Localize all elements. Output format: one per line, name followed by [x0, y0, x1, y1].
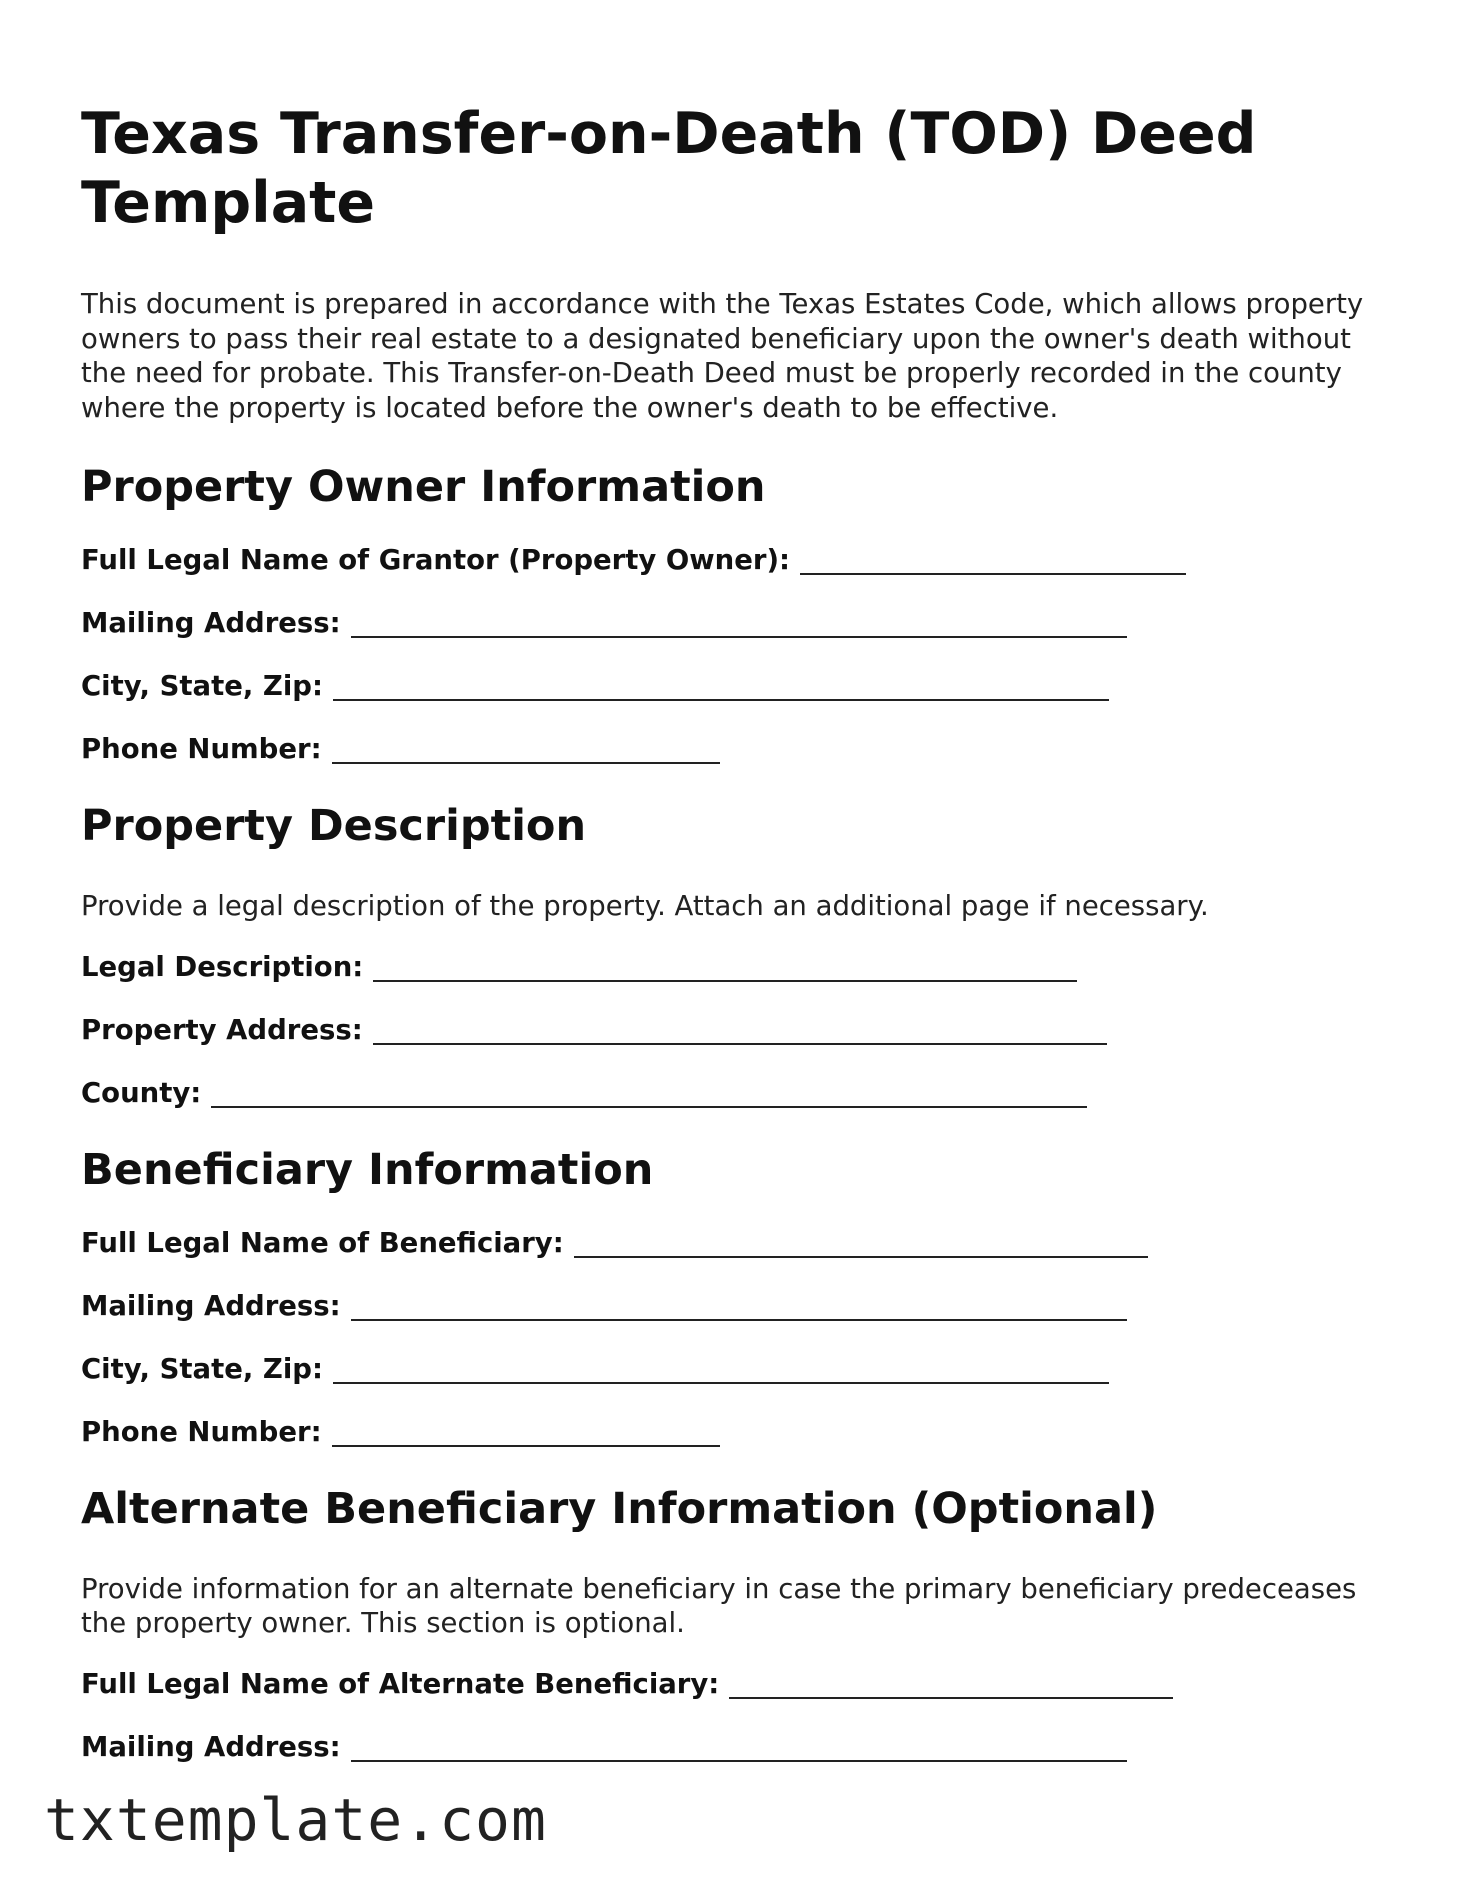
owner-phone-label: Phone Number: — [81, 733, 322, 765]
beneficiary-name-field — [81, 1226, 1381, 1260]
property-section — [81, 800, 1381, 1110]
beneficiary-phone-blank[interactable] — [332, 1421, 720, 1447]
alternate-mailing-field — [81, 1730, 1381, 1764]
beneficiary-phone-label: Phone Number: — [81, 1415, 322, 1448]
owner-phone-blank[interactable] — [332, 738, 720, 764]
owner-section — [81, 461, 1381, 766]
property-heading: Property Description — [81, 801, 587, 851]
county-label: County: — [81, 1076, 202, 1109]
owner-city-label: City, State, Zip: — [81, 670, 323, 702]
owner-mailing-field — [81, 606, 1381, 640]
alternate-name-label: Full Legal Name of Alternate Beneficiary: — [81, 1667, 720, 1700]
beneficiary-name-blank[interactable] — [574, 1232, 1148, 1258]
beneficiary-phone-field — [81, 1415, 1381, 1449]
owner-mailing-label: Mailing Address: — [81, 607, 341, 639]
beneficiary-mailing-blank[interactable] — [351, 1295, 1127, 1321]
alternate-mailing-blank[interactable] — [351, 1736, 1127, 1762]
page-title: Texas Transfer-on-Death (TOD) Deed Template — [81, 101, 1257, 236]
alternate-instructions: Provide information for an alternate beneficiary in case the primary beneficiary predeceases the property owner. This section is optional. — [81, 1572, 1357, 1639]
alternate-mailing-label: Mailing Address: — [81, 1730, 341, 1763]
watermark-text: txtemplate.com — [44, 1786, 547, 1854]
intro-paragraph: This document is prepared in accordance with the Texas Estates Code, which allows property owners to pass their real estate to a designated beneficiary upon the owner's death without the need for probate. This Transfer-on-Death Deed must be properly recorded in the county where the property is located before the owner's death to be effective. — [81, 288, 1364, 424]
alternate-section — [81, 1483, 1381, 1764]
property-instructions: Provide a legal description of the property. Attach an additional page if necessary. — [81, 890, 1209, 922]
owner-heading: Property Owner Information — [81, 462, 766, 512]
county-field — [81, 1076, 1381, 1110]
legal-description-blank[interactable] — [373, 956, 1077, 982]
beneficiary-city-field — [81, 1352, 1381, 1386]
beneficiary-name-label: Full Legal Name of Beneficiary: — [81, 1226, 564, 1259]
beneficiary-heading: Beneficiary Information — [81, 1144, 654, 1195]
owner-phone-field — [81, 732, 1381, 766]
property-address-blank[interactable] — [373, 1019, 1107, 1045]
property-address-field — [81, 1013, 1381, 1047]
county-blank[interactable] — [211, 1082, 1087, 1108]
beneficiary-mailing-field — [81, 1289, 1381, 1323]
owner-name-field — [81, 543, 1381, 577]
alternate-heading: Alternate Beneficiary Information (Optional) — [81, 1483, 1158, 1534]
beneficiary-city-blank[interactable] — [333, 1358, 1109, 1384]
legal-description-field — [81, 950, 1381, 984]
beneficiary-mailing-label: Mailing Address: — [81, 1289, 341, 1322]
document-page — [81, 100, 1381, 1793]
owner-name-blank[interactable] — [800, 549, 1186, 575]
beneficiary-section — [81, 1144, 1381, 1449]
owner-city-blank[interactable] — [333, 675, 1109, 701]
alternate-name-field — [81, 1667, 1381, 1701]
owner-city-field — [81, 669, 1381, 703]
legal-description-label: Legal Description: — [81, 950, 364, 983]
alternate-name-blank[interactable] — [729, 1673, 1173, 1699]
owner-name-label: Full Legal Name of Grantor (Property Owner): — [81, 544, 791, 576]
owner-mailing-blank[interactable] — [351, 612, 1127, 638]
beneficiary-city-label: City, State, Zip: — [81, 1352, 323, 1385]
property-address-label: Property Address: — [81, 1013, 363, 1046]
